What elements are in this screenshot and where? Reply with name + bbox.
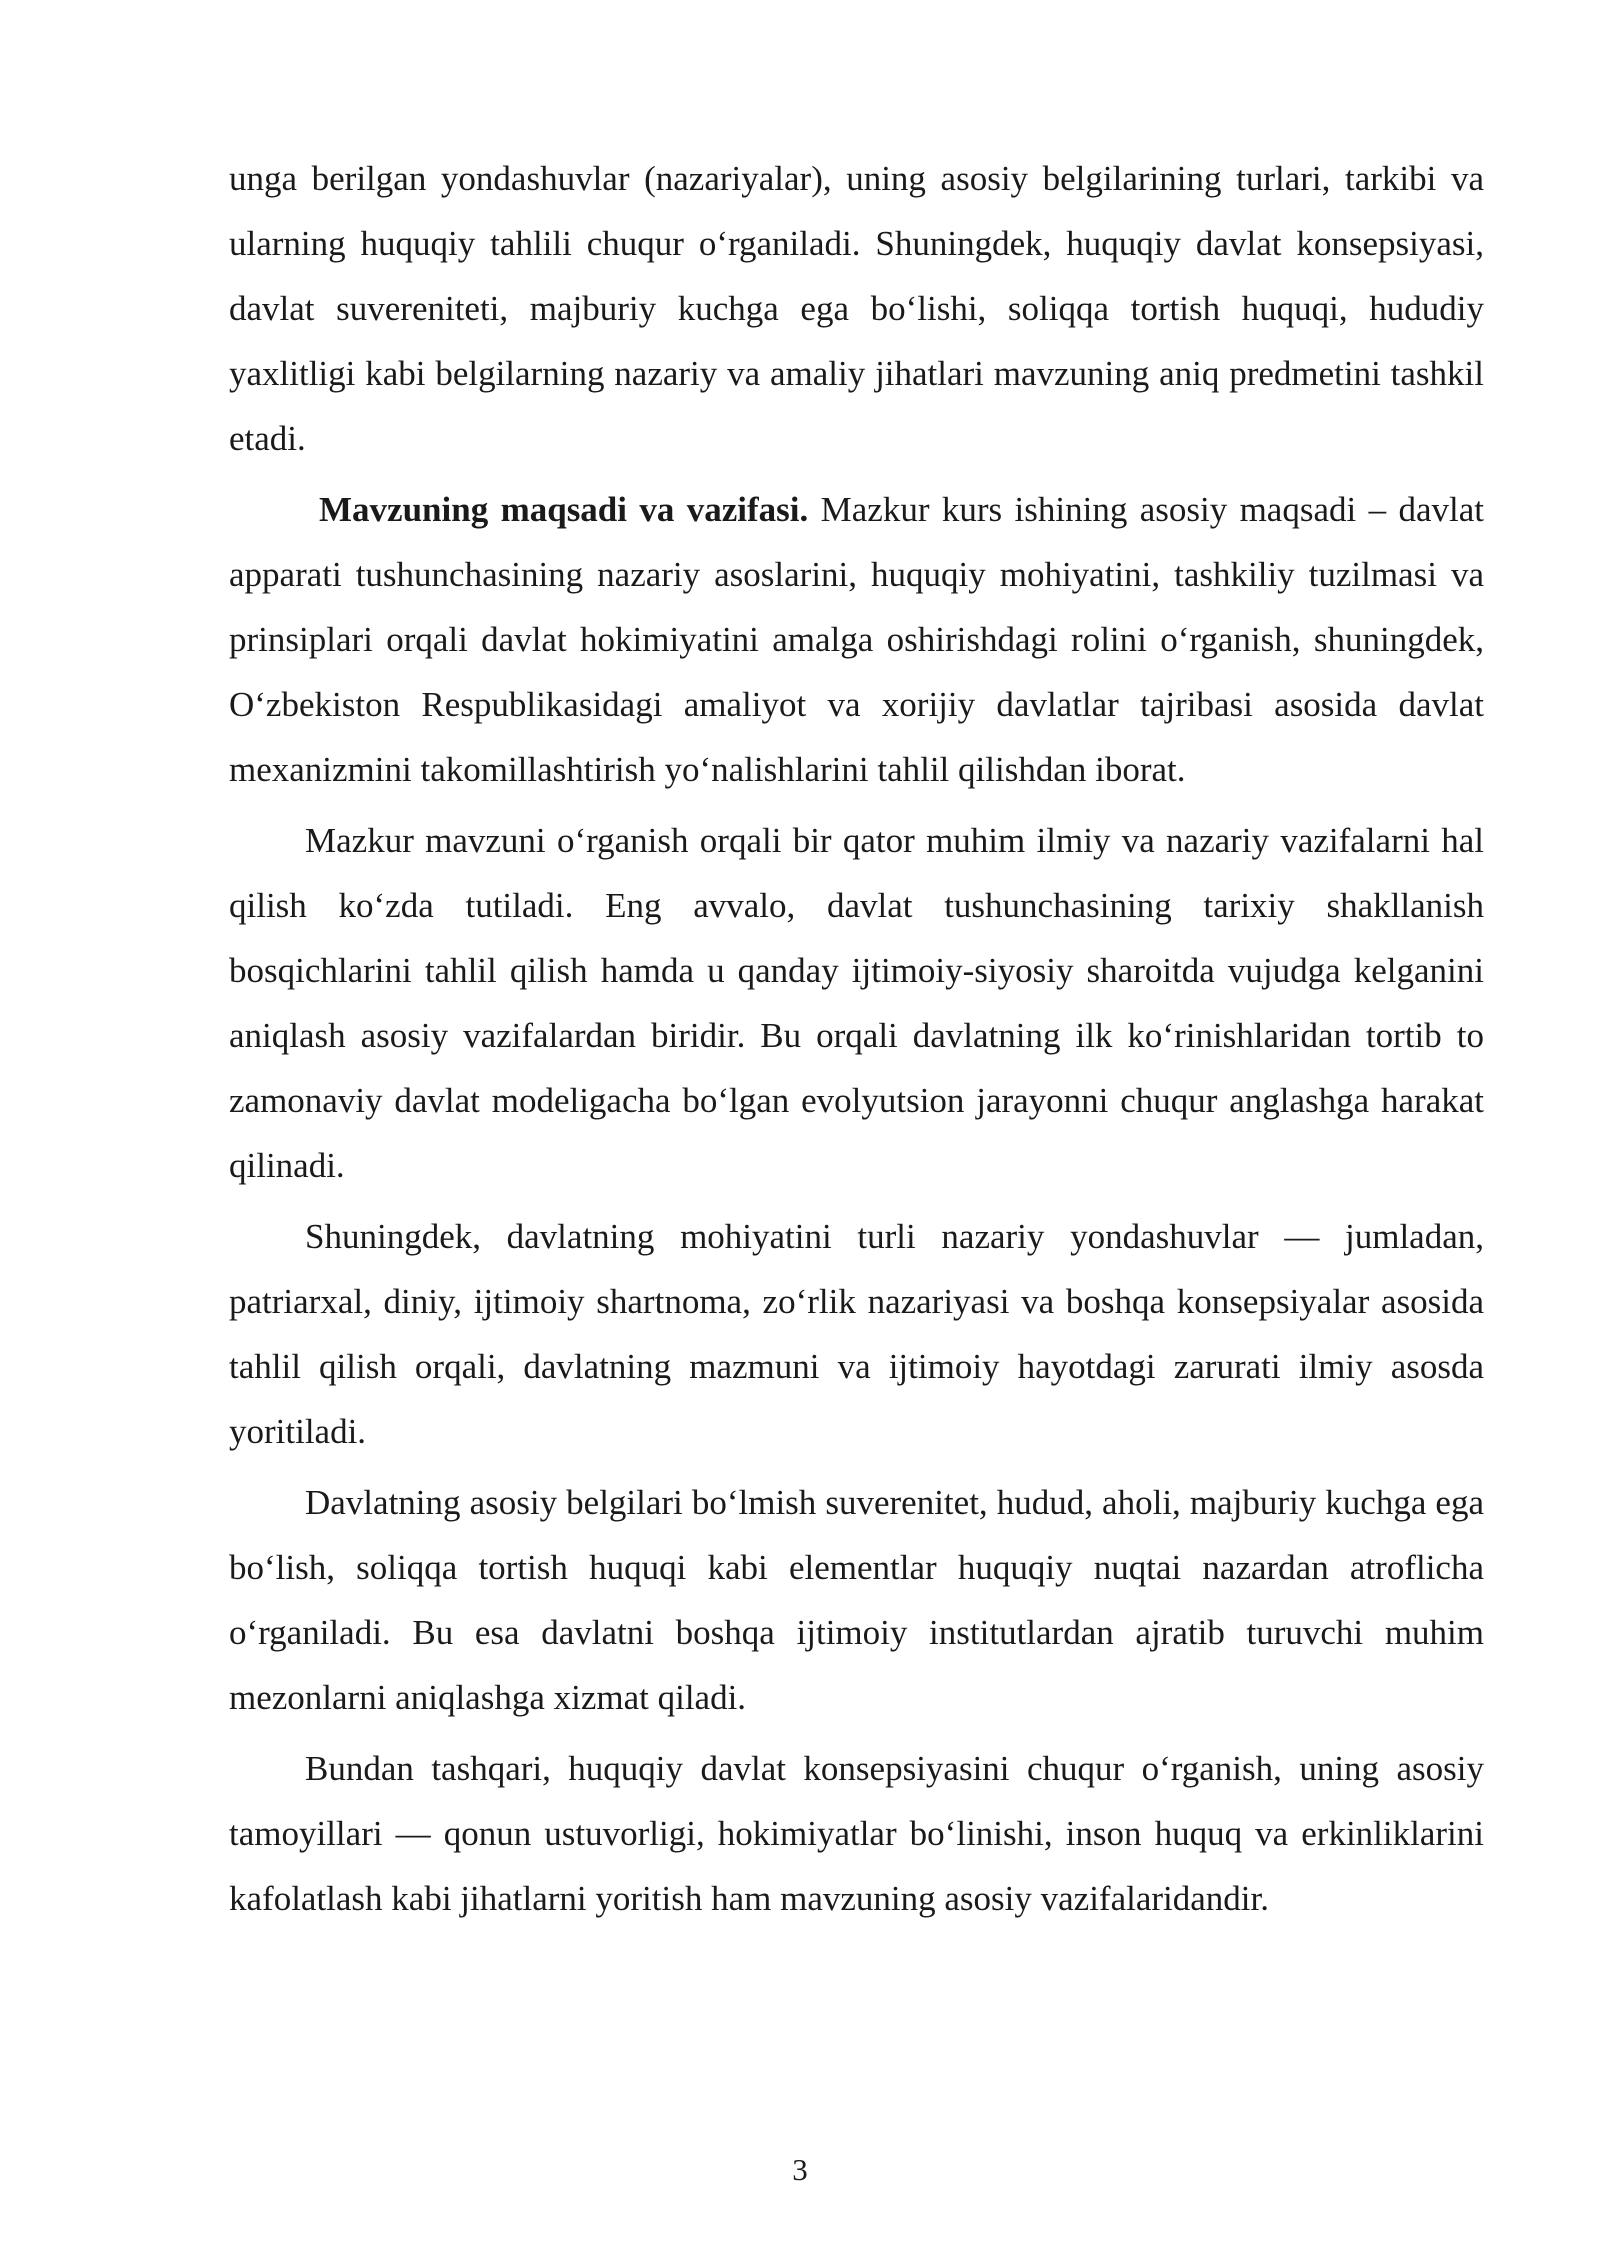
paragraph-text: Davlatning asosiy belgilari bo‘lmish suverenitet, hudud, aholi, majburiy kuchga ega bo‘lish, soliqqa tortish huquqi kabi elementlar huquqiy nuqtai nazardan atroflicha o‘rganiladi. Bu esa davlatni boshqa ijtimoiy institutlardan ajratib turuvchi muhim mezonlarni aniqlashga xizmat qiladi.: [229, 1483, 1484, 1717]
paragraph-tasks: [229, 808, 1484, 1198]
paragraph-text: Bundan tashqari, huquqiy davlat konsepsiyasini chuqur o‘rganish, uning asosiy tamoyillari — qonun ustuvorligi, hokimiyatlar bo‘linishi, inson huquq va erkinliklarini kafolatlash kabi jihatlarni yoritish ham mavzuning asosiy vazifalaridandir.: [229, 1749, 1484, 1918]
paragraph-text: Mazkur kurs ishining asosiy maqsadi – davlat apparati tushunchasining nazariy asoslarini, huquqiy mohiyatini, tashkiliy tuzilmasi va prinsiplari orqali davlat hokimiyatini amalga oshirishdagi rolini o‘rganish, shuningdek, O‘zbekiston Respublikasidagi amaliyot va xorijiy davlatlar tajribasi asosida davlat mexanizmini takomillashtirish yo‘nalishlarini tahlil qilishdan iborat.: [229, 490, 1484, 789]
paragraph-text: Mazkur mavzuni o‘rganish orqali bir qator muhim ilmiy va nazariy vazifalarni hal qilish ko‘zda tutiladi. Eng avvalo, davlat tushunchasining tarixiy shakllanish bosqichlarini tahlil qilish hamda u qanday ijtimoiy-siyosiy sharoitda vujudga kelganini aniqlash asosiy vazifalardan biridir. Bu orqali davlatning ilk ko‘rinishlaridan tortib to zamonaviy davlat modeligacha bo‘lgan evolyutsion jarayonni chuqur anglashga harakat qilinadi.: [229, 821, 1484, 1185]
paragraph-text: Shuningdek, davlatning mohiyatini turli nazariy yondashuvlar — jumladan, patriarxal, diniy, ijtimoiy shartnoma, zo‘rlik nazariyasi va boshqa konsepsiyalar asosida tahlil qilish orqali, davlatning mazmuni va ijtimoiy hayotdagi zarurati ilmiy asosda yoritiladi.: [229, 1217, 1484, 1451]
page-number: 3: [792, 2152, 808, 2187]
document-page: [229, 146, 1484, 1937]
paragraph-theories: [229, 1204, 1484, 1464]
paragraph-rule-of-law: [229, 1736, 1484, 1931]
paragraph-continuation: [229, 146, 1484, 471]
paragraph-goal: [229, 477, 1484, 802]
paragraph-text: unga berilgan yondashuvlar (nazariyalar), uning asosiy belgilarining turlari, tarkibi va ularning huquqiy tahlili chuqur o‘rganiladi. Shuningdek, huquqiy davlat konsepsiyasi, davlat suvereniteti, majburiy kuchga ega bo‘lishi, soliqqa tortish huquqi, hududiy yaxlitligi kabi belgilarning nazariy va amaliy jihatlari mavzuning aniq predmetini tashkil etadi.: [229, 159, 1484, 458]
section-heading: Mavzuning maqsadi va vazifasi.: [319, 490, 809, 529]
paragraph-features: [229, 1470, 1484, 1730]
